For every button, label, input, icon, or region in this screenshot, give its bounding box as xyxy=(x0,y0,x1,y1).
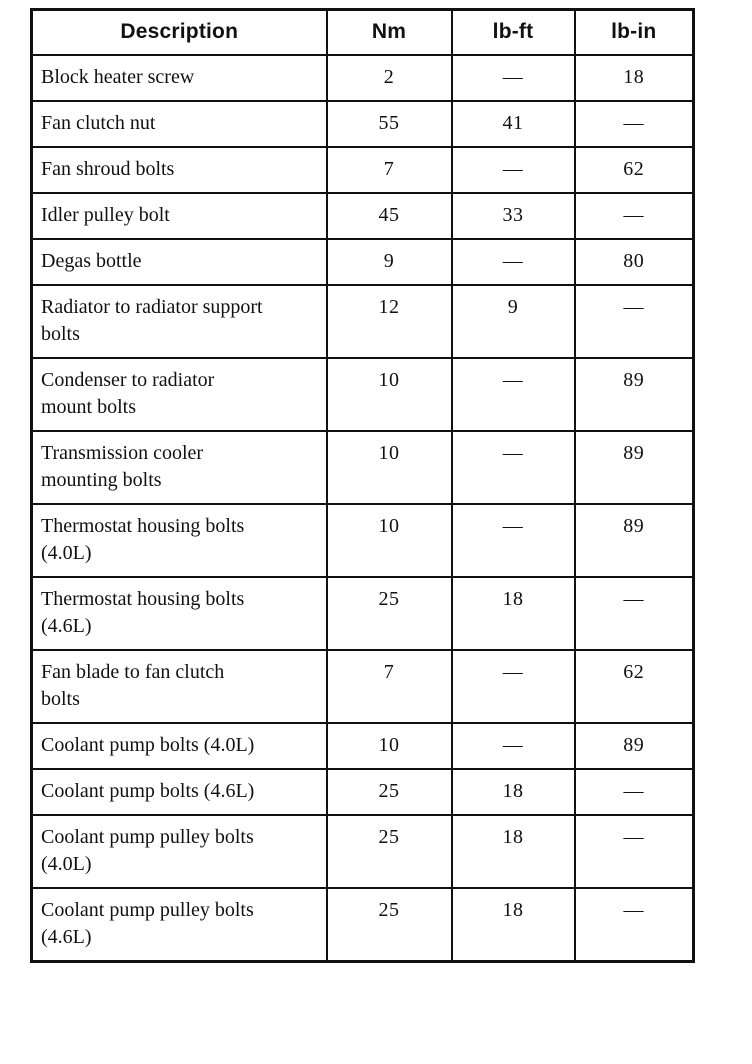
value-cell: 25 xyxy=(327,815,452,888)
value-cell: 25 xyxy=(327,577,452,650)
value-cell: 10 xyxy=(327,504,452,577)
value-cell: 89 xyxy=(575,723,694,769)
value-cell: — xyxy=(575,101,694,147)
description-cell: Fan clutch nut xyxy=(32,101,327,147)
value-cell: 80 xyxy=(575,239,694,285)
description-cell: Block heater screw xyxy=(32,55,327,101)
description-cell: Coolant pump bolts (4.0L) xyxy=(32,723,327,769)
value-cell: 12 xyxy=(327,285,452,358)
description-cell: Coolant pump bolts (4.6L) xyxy=(32,769,327,815)
description-cell: Fan shroud bolts xyxy=(32,147,327,193)
value-cell: 7 xyxy=(327,147,452,193)
torque-spec-table xyxy=(30,8,695,963)
value-cell: 7 xyxy=(327,650,452,723)
value-cell: 62 xyxy=(575,650,694,723)
table-row xyxy=(32,723,694,769)
table-row xyxy=(32,769,694,815)
description-cell: Degas bottle xyxy=(32,239,327,285)
description-cell: Fan blade to fan clutch bolts xyxy=(32,650,327,723)
value-cell: 89 xyxy=(575,504,694,577)
description-cell: Idler pulley bolt xyxy=(32,193,327,239)
table-header-row xyxy=(32,10,694,56)
value-cell: — xyxy=(575,815,694,888)
value-cell: 89 xyxy=(575,358,694,431)
value-cell: 55 xyxy=(327,101,452,147)
table-body xyxy=(32,55,694,962)
table-row xyxy=(32,577,694,650)
value-cell: 45 xyxy=(327,193,452,239)
value-cell: 25 xyxy=(327,888,452,962)
table-row xyxy=(32,55,694,101)
table-row xyxy=(32,239,694,285)
value-cell: — xyxy=(452,147,575,193)
table-row xyxy=(32,101,694,147)
value-cell: — xyxy=(575,769,694,815)
description-cell: Coolant pump pulley bolts (4.0L) xyxy=(32,815,327,888)
value-cell: 18 xyxy=(575,55,694,101)
table-row xyxy=(32,358,694,431)
header-lb-ft: lb-ft xyxy=(452,10,575,56)
description-cell: Radiator to radiator support bolts xyxy=(32,285,327,358)
value-cell: 89 xyxy=(575,431,694,504)
table-row xyxy=(32,285,694,358)
table-row xyxy=(32,147,694,193)
value-cell: — xyxy=(452,239,575,285)
header-lb-in: lb-in xyxy=(575,10,694,56)
value-cell: 9 xyxy=(327,239,452,285)
value-cell: 10 xyxy=(327,358,452,431)
value-cell: 10 xyxy=(327,723,452,769)
value-cell: 9 xyxy=(452,285,575,358)
value-cell: — xyxy=(452,723,575,769)
table-row xyxy=(32,504,694,577)
value-cell: 18 xyxy=(452,888,575,962)
value-cell: 33 xyxy=(452,193,575,239)
value-cell: 25 xyxy=(327,769,452,815)
value-cell: 41 xyxy=(452,101,575,147)
header-nm: Nm xyxy=(327,10,452,56)
description-cell: Thermostat housing bolts (4.6L) xyxy=(32,577,327,650)
table-row xyxy=(32,815,694,888)
value-cell: 18 xyxy=(452,769,575,815)
value-cell: — xyxy=(452,358,575,431)
table-row xyxy=(32,888,694,962)
header-description: Description xyxy=(32,10,327,56)
table-row xyxy=(32,650,694,723)
description-cell: Condenser to radiator mount bolts xyxy=(32,358,327,431)
value-cell: — xyxy=(575,193,694,239)
value-cell: — xyxy=(452,55,575,101)
value-cell: 62 xyxy=(575,147,694,193)
value-cell: — xyxy=(452,504,575,577)
value-cell: 18 xyxy=(452,577,575,650)
description-cell: Coolant pump pulley bolts (4.6L) xyxy=(32,888,327,962)
value-cell: — xyxy=(575,285,694,358)
value-cell: — xyxy=(575,577,694,650)
description-cell: Thermostat housing bolts (4.0L) xyxy=(32,504,327,577)
value-cell: 10 xyxy=(327,431,452,504)
value-cell: — xyxy=(452,650,575,723)
value-cell: — xyxy=(452,431,575,504)
table-row xyxy=(32,431,694,504)
description-cell: Transmission cooler mounting bolts xyxy=(32,431,327,504)
value-cell: 18 xyxy=(452,815,575,888)
value-cell: 2 xyxy=(327,55,452,101)
value-cell: — xyxy=(575,888,694,962)
table-row xyxy=(32,193,694,239)
